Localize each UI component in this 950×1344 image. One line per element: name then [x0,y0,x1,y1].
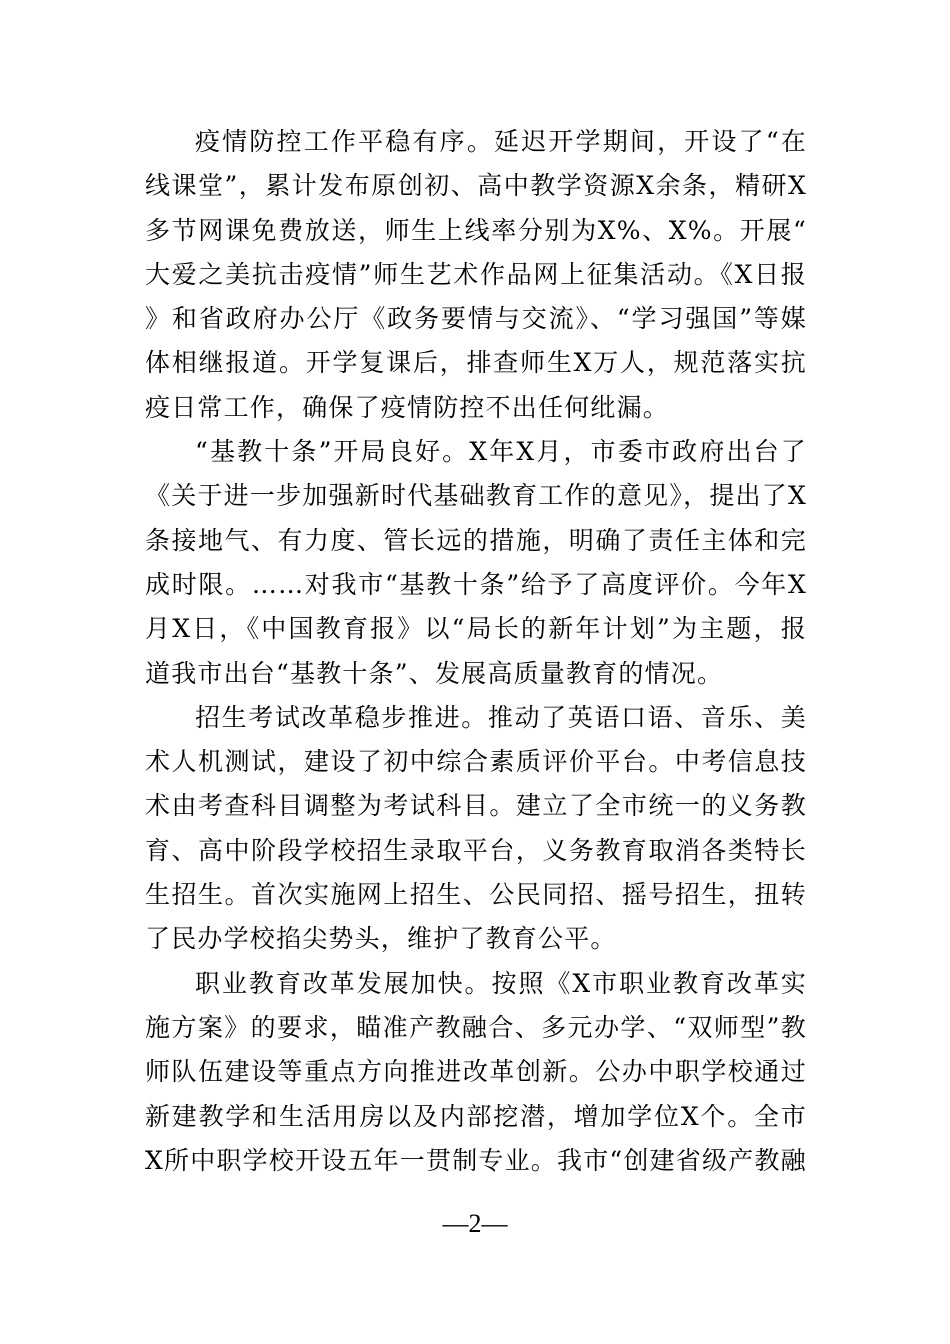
document-body [145,120,807,1183]
paragraph-vocational-education-reform: 职业教育改革发展加快。按照《X市职业教育改革实施方案》的要求，瞄准产教融合、多元办学、“双师型”教师队伍建设等重点方向推进改革创新。公办中职学校通过新建教学和生活用房以及内部挖潜，增加学位X个。全市X所中职学校开设五年一贯制专业。我市“创建省级产教融 [145,968,807,1175]
paragraph-basic-education-ten-measures: “基教十条”开局良好。X年X月，市委市政府出台了《关于进一步加强新时代基础教育工作的意见》，提出了X条接地气、有力度、管长远的措施，明确了责任主体和完成时限。……对我市“基教十条”给予了高度评价。今年X月X日，《中国教育报》以“局长的新年计划”为主题，报道我市出台“基教十条”、发展高质量教育的情况。 [145,437,807,688]
paragraph-epidemic-control: 疫情防控工作平稳有序。延迟开学期间，开设了“在线课堂”，累计发布原创初、高中教学资源X余条，精研X多节网课免费放送，师生上线率分别为X%、X%。开展“大爱之美抗击疫情”师生艺术作品网上征集活动。《X日报》和省政府办公厅《政务要情与交流》、“学习强国”等媒体相继报道。开学复课后，排查师生X万人，规范落实抗疫日常工作，确保了疫情防控不出任何纰漏。 [145,127,807,422]
paragraph-enrollment-exam-reform: 招生考试改革稳步推进。推动了英语口语、音乐、美术人机测试，建设了初中综合素质评价平台。中考信息技术由考查科目调整为考试科目。建立了全市统一的义务教育、高中阶段学校招生录取平台，义务教育取消各类特长生招生。首次实施网上招生、公民同招、摇号招生，扭转了民办学校掐尖势头，维护了教育公平。 [145,702,807,954]
page-number: —2— [442,1209,508,1238]
